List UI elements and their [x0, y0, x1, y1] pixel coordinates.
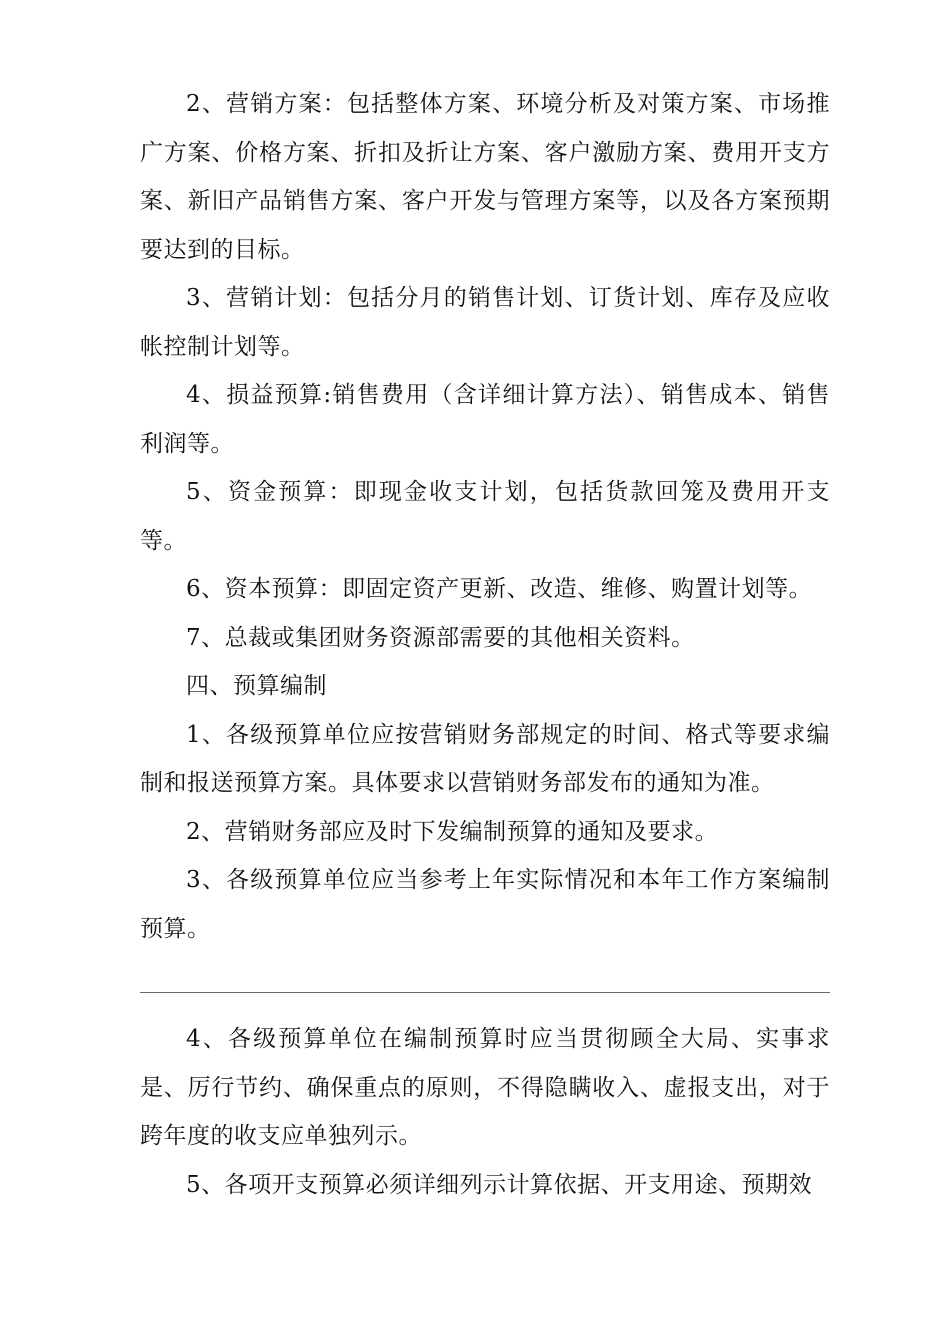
paragraph-prep-rule-1: 1、各级预算单位应按营销财务部规定的时间、格式等要求编制和报送预算方案。具体要求以营销财务部发布的通知为准。 — [140, 721, 830, 796]
upper-page-body — [140, 80, 830, 953]
paragraph-profit-loss-budget: 4、损益预算:销售费用（含详细计算方法）、销售成本、销售利润等。 — [140, 382, 830, 457]
paragraph-prep-rule-2: 2、营销财务部应及时下发编制预算的通知及要求。 — [186, 818, 719, 845]
paragraph-other-materials: 7、总裁或集团财务资源部需要的其他相关资料。 — [186, 624, 695, 651]
paragraph-prep-rule-3: 3、各级预算单位应当参考上年实际情况和本年工作方案编制预算。 — [140, 867, 830, 942]
page-break-divider — [140, 992, 830, 993]
paragraph-marketing-plan: 2、营销方案：包括整体方案、环境分析及对策方案、市场推广方案、价格方案、折扣及折让方案、客户激励方案、费用开支方案、新旧产品销售方案、客户开发与管理方案等，以及各方案预期要达到的目标。 — [140, 91, 830, 263]
paragraph-prep-rule-5: 5、各项开支预算必须详细列示计算依据、开支用途、预期效 — [186, 1171, 813, 1198]
section-heading-budget-preparation: 四、预算编制 — [186, 673, 327, 699]
paragraph-prep-rule-4: 4、各级预算单位在编制预算时应当贯彻顾全大局、实事求是、厉行节约、确保重点的原则，不得隐瞒收入、虚报支出，对于跨年度的收支应单独列示。 — [140, 1026, 830, 1149]
paragraph-cash-budget: 5、资金预算：即现金收支计划，包括货款回笼及费用开支等。 — [140, 479, 830, 554]
paragraph-capital-budget: 6、资本预算：即固定资产更新、改造、维修、购置计划等。 — [186, 576, 813, 602]
lower-page-body — [140, 1015, 830, 1209]
paragraph-sales-schedule: 3、营销计划：包括分月的销售计划、订货计划、库存及应收帐控制计划等。 — [140, 285, 830, 360]
